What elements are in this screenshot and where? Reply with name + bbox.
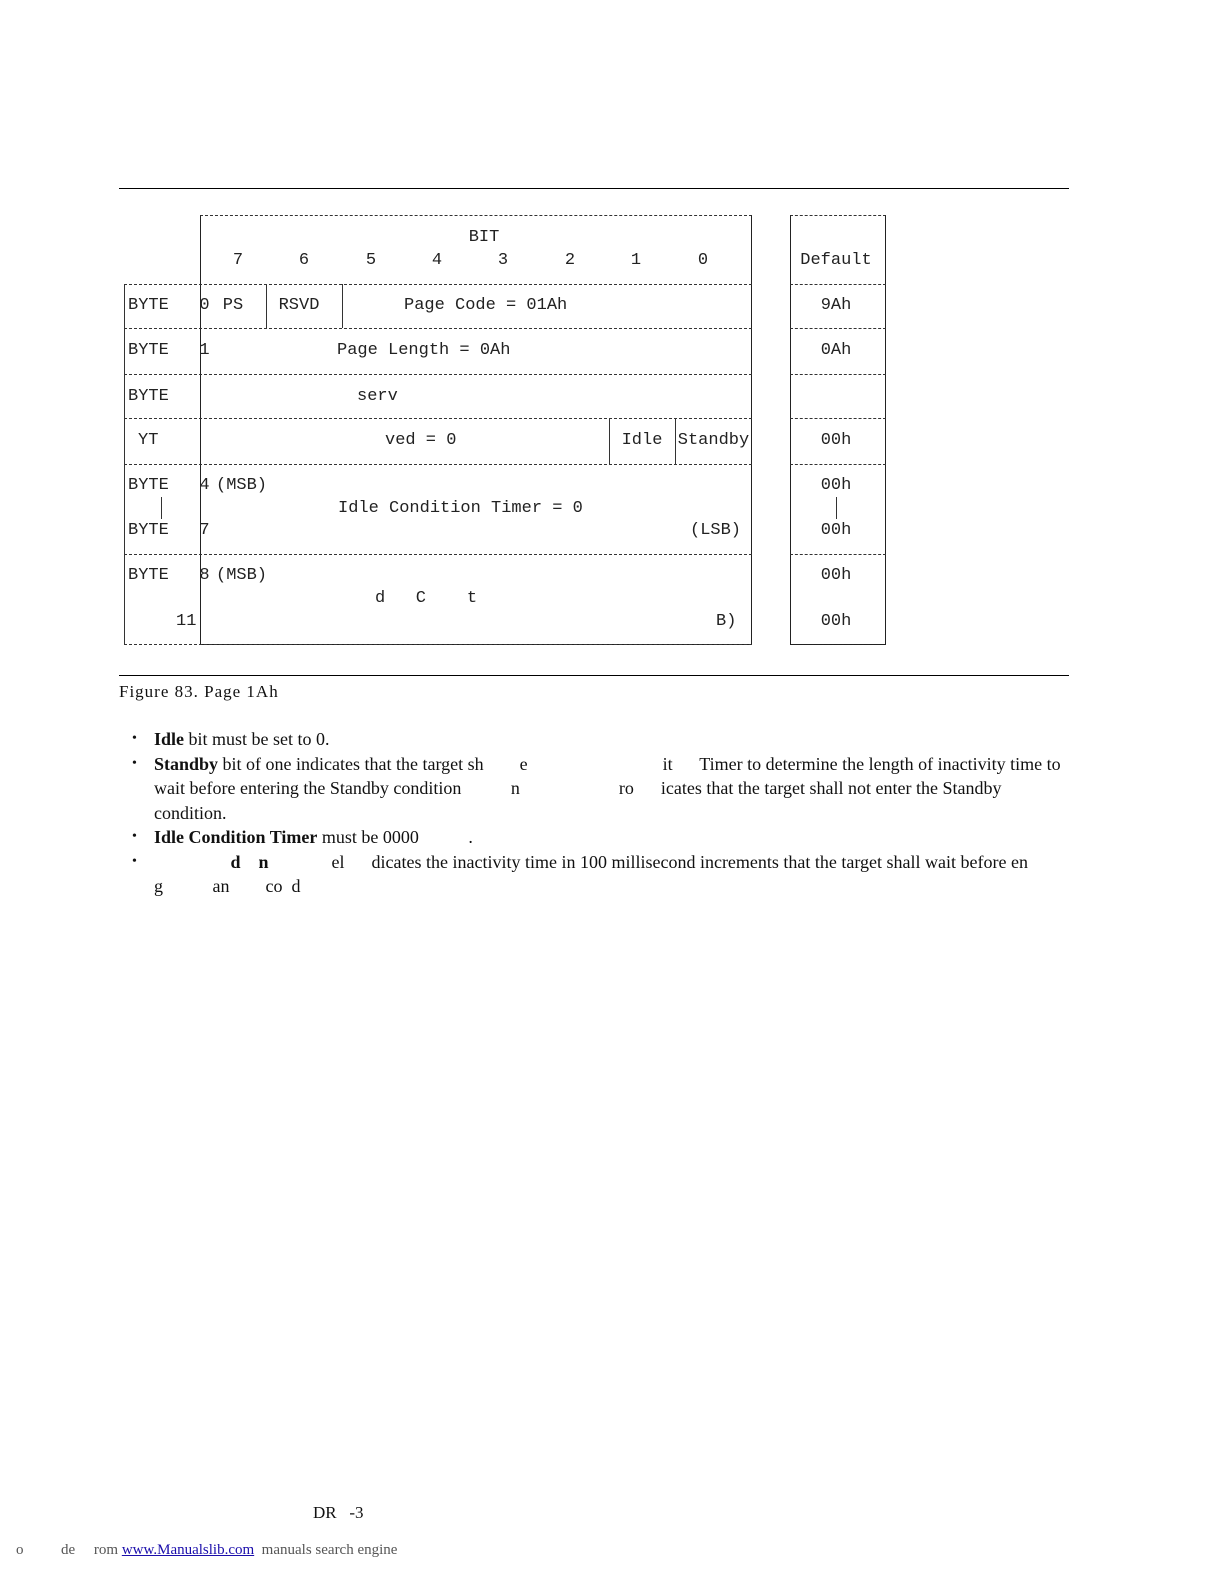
lsb-marker: B) bbox=[716, 612, 737, 631]
description: must be 0000 . bbox=[317, 827, 473, 847]
byte-11-label: 11 bbox=[176, 612, 197, 631]
list-item bbox=[132, 850, 1062, 899]
row-divider bbox=[124, 644, 752, 645]
default-header: Default bbox=[800, 251, 872, 270]
byte-7-default: 00h bbox=[820, 521, 852, 540]
bullet-icon: • bbox=[132, 731, 137, 746]
row-divider bbox=[124, 374, 752, 375]
reserved-zero-field: ved = 0 bbox=[385, 431, 457, 450]
byte-8-label: BYTE 8 bbox=[128, 566, 210, 585]
byte-8-default: 00h bbox=[820, 566, 852, 585]
range-tick bbox=[836, 497, 837, 519]
description: el dicates the inactivity time in 100 millisecond increments that the target shall wait before en g an co d bbox=[154, 851, 1060, 896]
msb-marker: (MSB) bbox=[216, 476, 268, 495]
byte-1-label: BYTE 1 bbox=[128, 341, 210, 360]
bit-number-4: 4 bbox=[431, 251, 443, 270]
default-row-divider bbox=[790, 328, 886, 329]
term: Standby bbox=[154, 753, 219, 774]
row-divider bbox=[124, 284, 752, 285]
list-item bbox=[132, 752, 1066, 826]
bit-number-3: 3 bbox=[497, 251, 509, 270]
byte-7-label: BYTE 7 bbox=[128, 521, 210, 540]
bit-number-0: 0 bbox=[697, 251, 709, 270]
footer-prefix: o de rom bbox=[16, 1542, 122, 1558]
list-item bbox=[132, 727, 1062, 752]
list-item bbox=[132, 825, 1062, 850]
page-code-field: Page Code = 01Ah bbox=[404, 296, 568, 315]
default-row-divider bbox=[790, 284, 886, 285]
term: Idle Condition Timer bbox=[154, 827, 318, 847]
byte-3-label: YT bbox=[138, 431, 159, 450]
default-row-divider bbox=[790, 554, 886, 555]
figure-caption: Figure 83. Page 1Ah bbox=[119, 682, 279, 701]
default-row-divider bbox=[790, 464, 886, 465]
description: bit of one indicates that the target sh e it Timer to determine the length of inactivity time to wait before entering the Standby condition n ro icates that the target shall not enter the Standby condition. bbox=[154, 753, 1066, 823]
standby-bit: Standby bbox=[677, 431, 750, 450]
msb-marker: (MSB) bbox=[216, 566, 268, 585]
bit-number-7: 7 bbox=[232, 251, 244, 270]
lsb-marker: (LSB) bbox=[690, 521, 742, 540]
standby-condition-timer-field: d C t bbox=[375, 589, 478, 608]
byte-3-default: 00h bbox=[820, 431, 852, 450]
download-footer bbox=[16, 1542, 397, 1559]
bit-header: BIT bbox=[468, 228, 500, 247]
byte-4-label: BYTE 4 bbox=[128, 476, 210, 495]
idle-condition-timer-field: Idle Condition Timer = 0 bbox=[338, 499, 583, 518]
reserved-field: serv bbox=[357, 387, 398, 406]
term: d n bbox=[154, 851, 269, 872]
byte-0-default: 9Ah bbox=[820, 296, 852, 315]
page-number: DR -3 bbox=[313, 1503, 364, 1522]
byte-4-default: 00h bbox=[820, 476, 852, 495]
row-divider bbox=[124, 554, 752, 555]
idle-bit: Idle bbox=[621, 431, 663, 450]
byte-1-default: 0Ah bbox=[820, 341, 852, 360]
row-divider bbox=[124, 418, 752, 419]
bullet-icon: • bbox=[132, 755, 137, 771]
description: bit must be set to 0. bbox=[184, 729, 330, 749]
manualslib-link[interactable]: www.Manualslib.com bbox=[121, 1542, 255, 1558]
range-tick bbox=[161, 497, 162, 519]
field-descriptions bbox=[132, 727, 1066, 899]
footer-suffix: manuals search engine bbox=[254, 1542, 398, 1558]
bullet-icon: • bbox=[132, 829, 137, 844]
ps-bit: PS bbox=[222, 296, 244, 315]
byte-11-default: 00h bbox=[820, 612, 852, 631]
row-divider bbox=[124, 464, 752, 465]
term: Idle bbox=[154, 729, 185, 749]
row-divider bbox=[124, 328, 752, 329]
bottom-rule bbox=[119, 675, 1069, 676]
bit-field-frame bbox=[200, 215, 752, 645]
bit-number-2: 2 bbox=[564, 251, 576, 270]
cell-divider bbox=[342, 284, 343, 328]
page-length-field: Page Length = 0Ah bbox=[337, 341, 511, 360]
bullet-icon: • bbox=[132, 853, 137, 869]
bit-number-1: 1 bbox=[630, 251, 642, 270]
default-row-divider bbox=[790, 418, 886, 419]
byte-0-label: BYTE 0 bbox=[128, 296, 210, 315]
rsvd-bit: RSVD bbox=[278, 296, 320, 315]
bit-number-6: 6 bbox=[298, 251, 310, 270]
default-row-divider bbox=[790, 374, 886, 375]
byte-2-label: BYTE bbox=[128, 387, 169, 406]
bit-number-5: 5 bbox=[365, 251, 377, 270]
top-rule bbox=[119, 188, 1069, 189]
